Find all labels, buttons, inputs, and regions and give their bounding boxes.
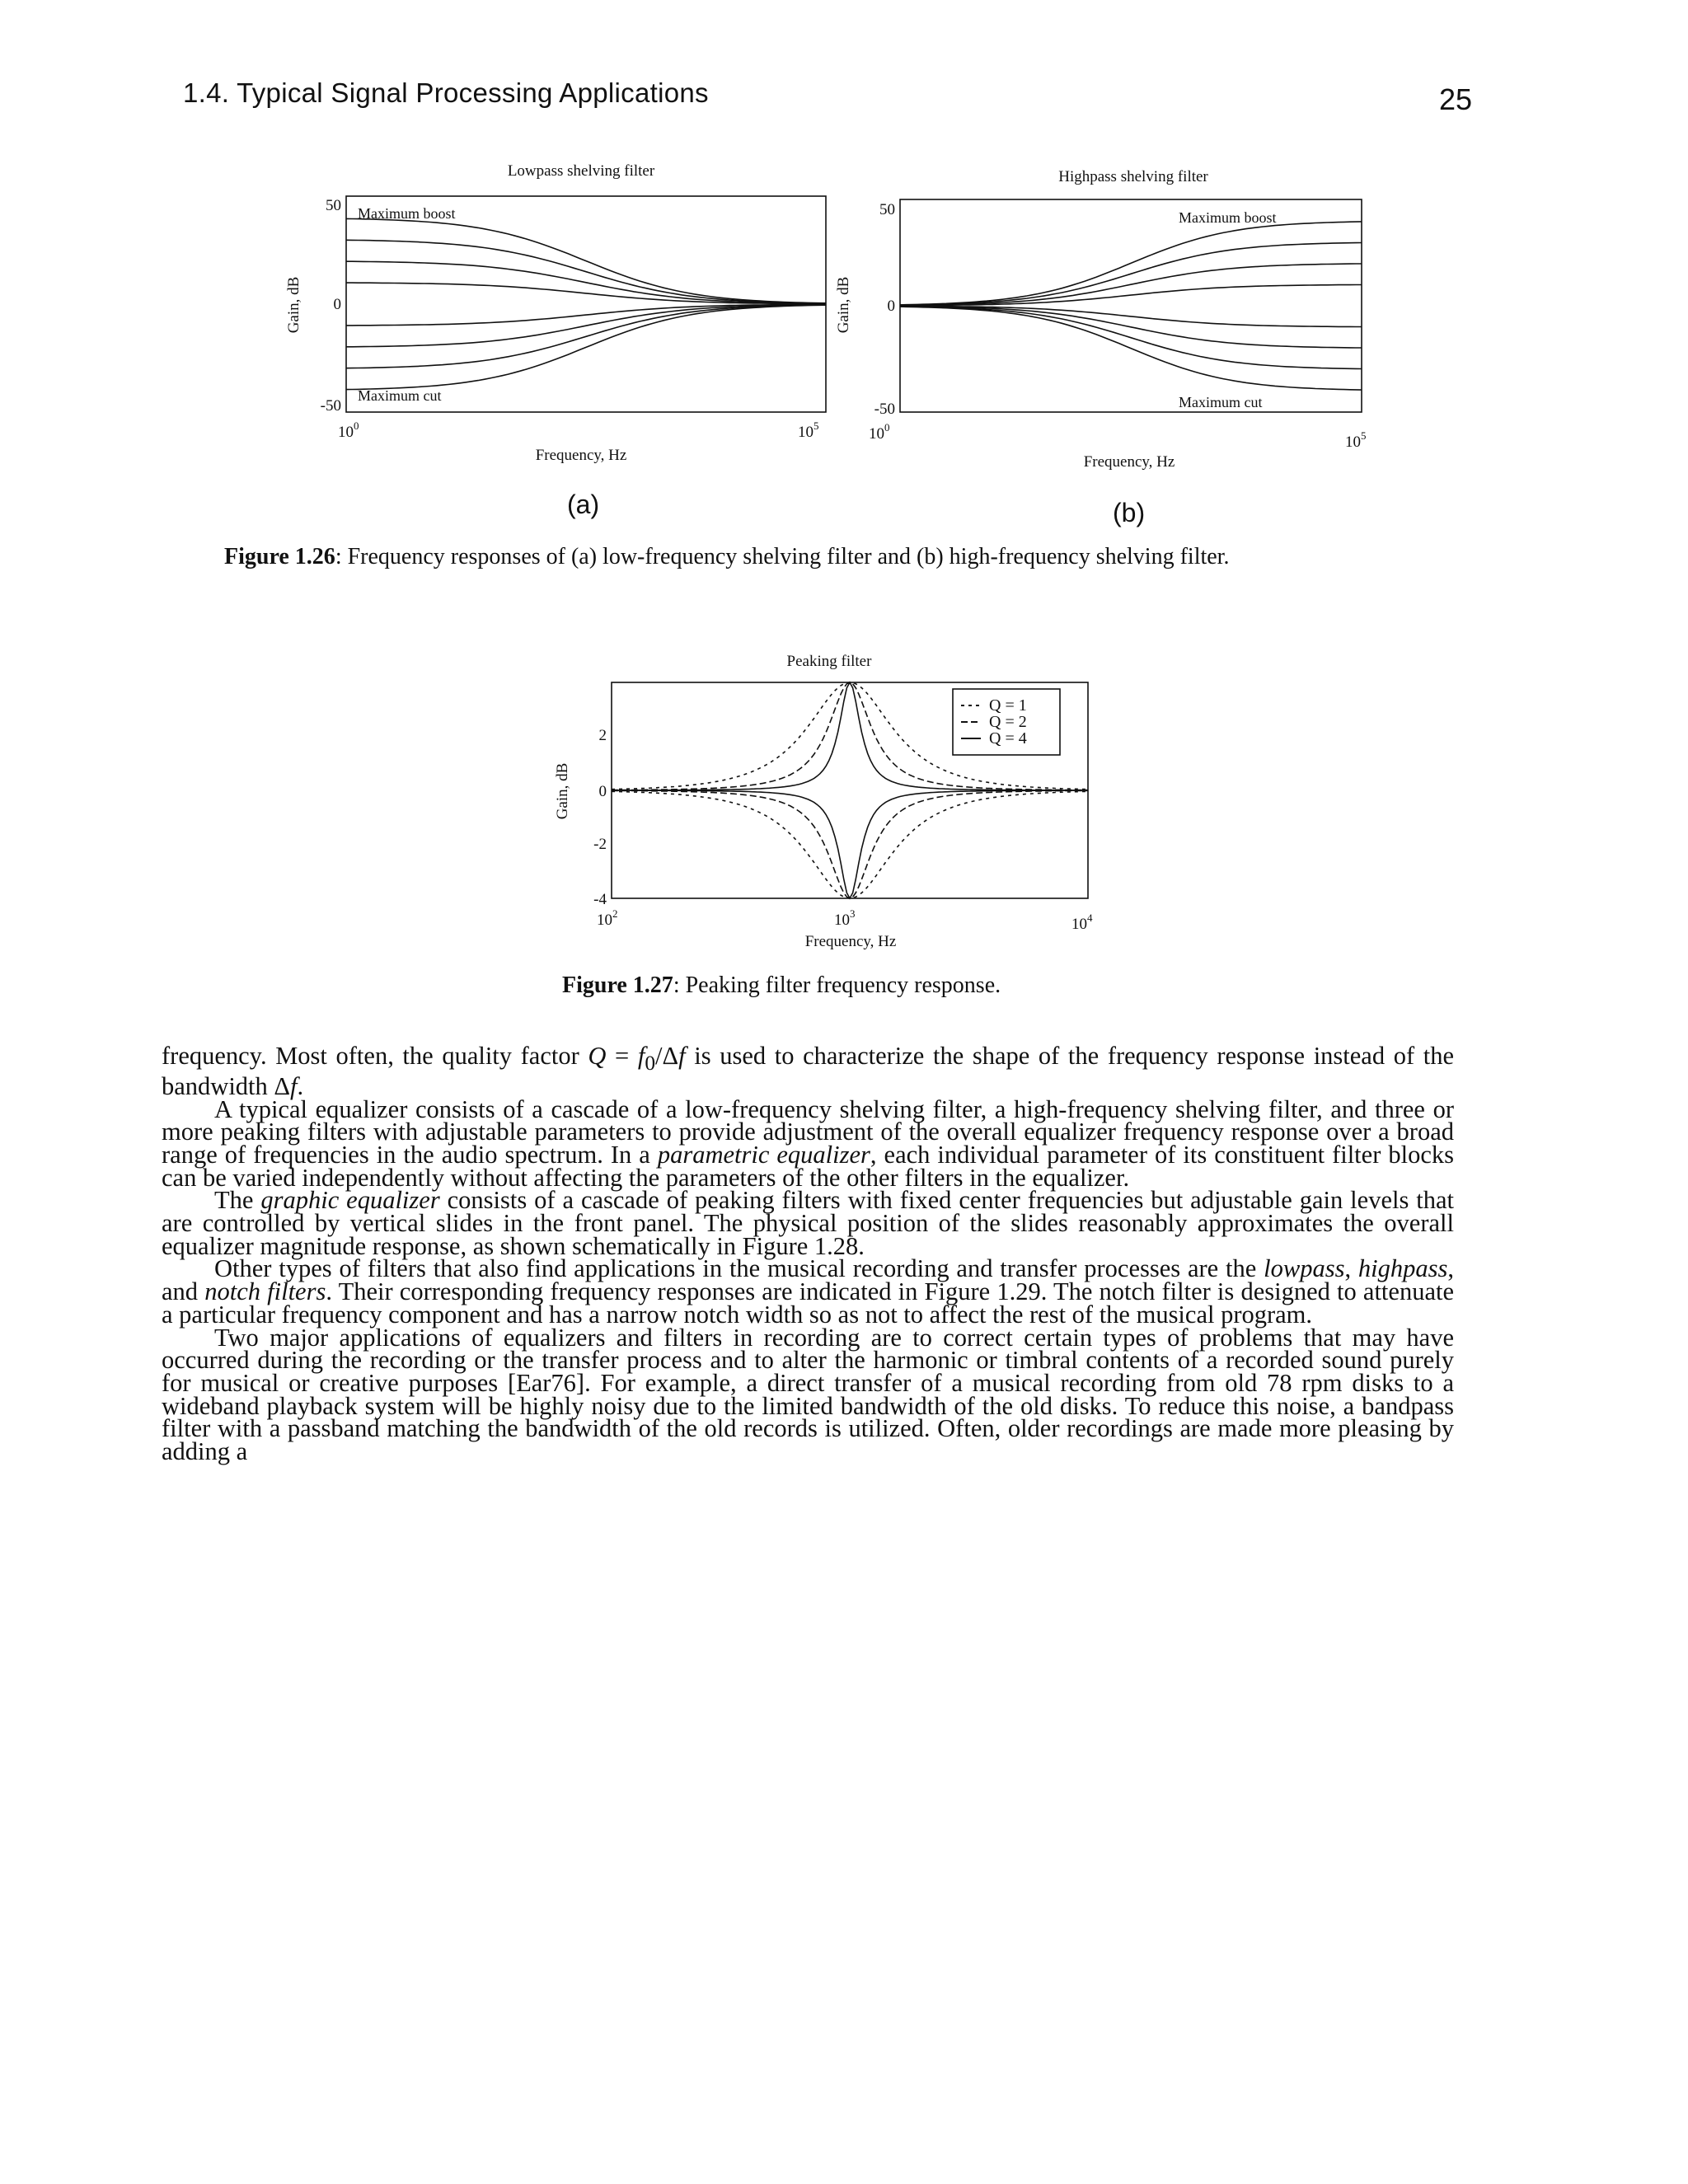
y-tick-label: 0 [598,783,607,800]
paragraph: The graphic equalizer consists of a cascade of peaking filters with fixed center frequencies but adjustable gain levels that are controlled by vertical slides in the front panel. The physical position of the slides reasonably approximates the overall equalizer magnitude response, as shown schematically in Figure 1.28. [162,1186,1454,1260]
caption-label: Figure 1.26 [224,544,335,569]
series-line-q2 [612,790,1088,898]
paragraph: Two major applications of equalizers and filters in recording are to correct certain types of problems that may have occurred during the recording or the transfer process and to alter the harmonic or timbral contents of a recorded sound purely for musical or creative purposes [Ear76]. For example, a direct transfer of a musical recording from old 78 rpm disks to a wideband playback system will be highly noisy due to the limited bandwidth of the old disks. To reduce this noise, a bandpass filter with a passband matching the bandwidth of the old records is utilized. Often, older recordings are made more pleasing by adding a [162,1323,1454,1466]
chart-peaking-filter [544,643,1104,956]
series-line [900,222,1362,305]
chart-title: Highpass shelving filter [1058,168,1208,185]
shelving-curves [900,222,1362,390]
x-tick-label: $10^0$ [338,419,359,441]
legend-entry: Q = 2 [989,713,1027,731]
figure-1-27-caption [562,972,1001,999]
series-line [346,305,826,347]
x-tick-label: $10^2$ [597,907,618,929]
y-axis-label: Gain, dB [835,276,852,334]
figure-1-26-caption [224,544,1229,570]
y-axis-label: Gain, dB [285,276,302,334]
shelving-curves [346,218,826,389]
annotation-maximum-boost: Maximum boost [1179,209,1277,226]
legend [953,689,1060,755]
chart-title: Peaking filter [786,653,872,670]
series-line [346,305,826,389]
chart-title: Lowpass shelving filter [507,162,655,180]
y-tick-label: 50 [326,197,341,214]
series-line [900,307,1362,390]
annotation-maximum-cut: Maximum cut [358,387,442,404]
chart-lowpass-shelving [272,157,849,478]
x-axis-label: Frequency, Hz [535,447,627,464]
page-number: 25 [1439,82,1473,116]
body-text [162,1042,1455,1466]
subfigure-label-b: (b) [1113,498,1146,527]
y-tick-label: 2 [598,727,607,744]
annotation-maximum-boost: Maximum boost [358,205,456,222]
y-axis-label: Gain, dB [554,762,571,820]
paragraph: frequency. Most often, the quality factor $Q = f_0/\Delta f$ is used to characterize the shape of the frequency response instead of the bandwidth Δf. [162,1042,1454,1100]
y-tick-label: 50 [879,201,895,218]
paragraph: A typical equalizer consists of a cascade of a low-frequency shelving filter, a high-frequency shelving filter, and three or more peaking filters with adjustable parameters to provide adjustment of the overall equalizer frequency response over a broad range of frequencies in the audio spectrum. In a parametric equalizer, each individual parameter of its constituent filter blocks can be varied independently without affecting the parameters of the other filters in the equalizer. [162,1094,1454,1192]
series-line [346,218,826,302]
y-tick-label: -50 [874,401,895,418]
x-tick-label: $10^3$ [834,907,856,929]
x-tick-label: $10^5$ [1345,429,1367,451]
series-line [900,307,1362,348]
caption-label: Figure 1.27 [562,972,673,998]
x-tick-label: $10^4$ [1071,912,1093,933]
y-tick-label: 0 [887,298,895,315]
x-axis-label: Frequency, Hz [1083,453,1175,471]
plot-frame [900,199,1362,412]
plot-frame [346,196,826,412]
x-tick-label: $10^0$ [869,421,890,443]
y-tick-label: -2 [593,836,607,853]
paragraph: Other types of filters that also find applications in the musical recording and transfer processes are the lowpass, highpass, and notch filters. Their corresponding frequency responses are indicated in Figure 1.29. The notch filter is designed to attenuate a particular frequency component and has a narrow notch width so as not to affect the rest of the musical program. [162,1254,1455,1329]
caption-text: : Frequency responses of (a) low-frequency shelving filter and (b) high-frequency shelving filter. [335,544,1230,569]
x-axis-label: Frequency, Hz [804,933,897,950]
series-line-q4 [612,790,1088,898]
legend-entry: Q = 4 [989,729,1027,748]
annotation-maximum-cut: Maximum cut [1179,394,1263,410]
chart-highpass-shelving [824,157,1401,478]
y-tick-label: -4 [593,891,607,908]
x-tick-label: $10^5$ [798,419,819,441]
y-tick-label: -50 [320,397,341,415]
series-line [900,264,1362,305]
y-tick-label: 0 [333,296,341,313]
caption-text: : Peaking filter frequency response. [673,972,1001,998]
series-line [346,261,826,303]
subfigure-label-a: (a) [567,490,600,519]
series-line-q1 [612,791,1088,898]
legend-entry: Q = 1 [989,696,1027,715]
running-header-title: 1.4. Typical Signal Processing Applications [183,77,709,108]
